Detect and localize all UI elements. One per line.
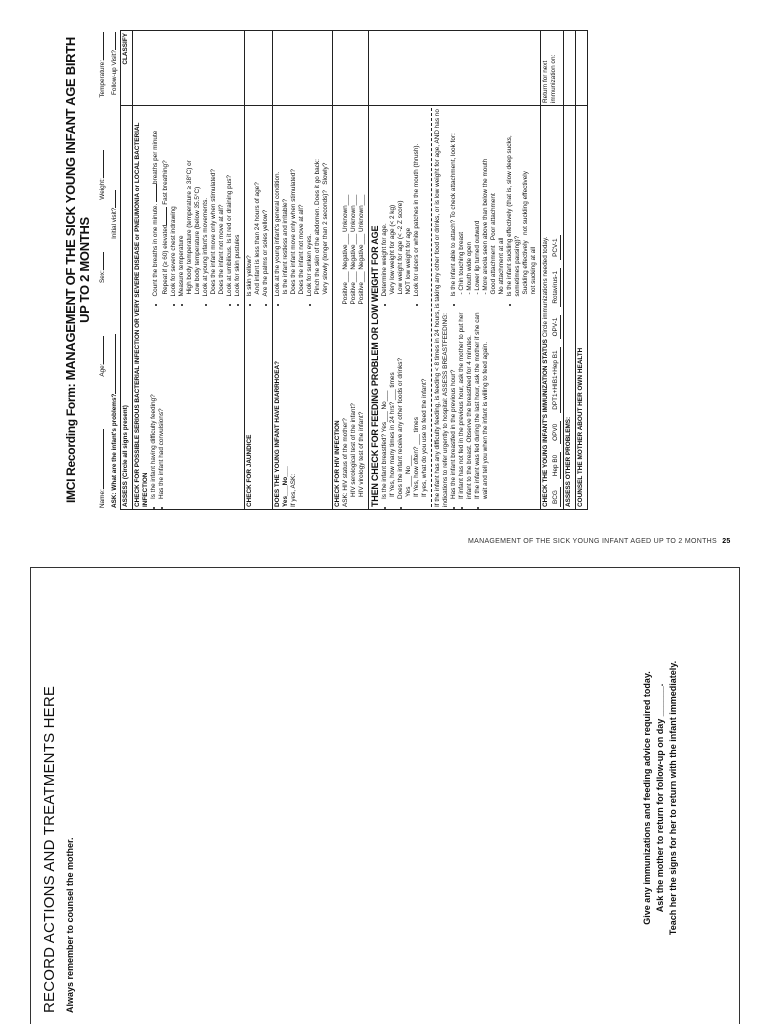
jaundice-classify-cell[interactable]	[244, 31, 272, 106]
bact-bpm: breaths per minute	[152, 130, 160, 184]
followup-visit-field[interactable]	[109, 32, 116, 50]
vaccine-opv1[interactable]: OPV-1	[552, 315, 561, 340]
immunization-heading: CHECK THE YOUNG INFANT'S IMMUNIZATION STATUS	[542, 339, 550, 507]
bf-areola: More areola seen above than below the mouth	[482, 158, 490, 291]
bact-repeat: Repeat if (≥ 60) elevated	[162, 224, 170, 295]
bf-good-attach[interactable]: Good attachment	[490, 245, 498, 295]
immunization-hint: Circle immunizations needed today.	[542, 236, 550, 338]
weight-label: Weight:	[98, 178, 106, 200]
bact-high-temp: High body temperature (temperature ≥ 38°C) or	[186, 160, 194, 295]
feed-very-low: Very low weight for age (< 2 kg)	[389, 204, 397, 295]
bact-pustules: • Look for skin pustules	[234, 108, 242, 297]
vaccine-list	[552, 108, 561, 507]
diarrhoea-general: • Look at the young infant's general condition.	[274, 108, 282, 297]
temperature-field[interactable]	[97, 32, 104, 60]
vaccine-opv0[interactable]: OPV0	[552, 421, 561, 444]
bact-movements: • Look at young infant's movements.	[202, 108, 210, 297]
jaundice-palms: • Are the palms or soles yellow?	[262, 108, 270, 297]
feeding-section: THEN CHECK FOR FEEDING PROBLEM OR LOW WEIGHT FOR AGE • Is the infant breastfed? Yes___ No___ If Yes, how many times in 24 hrs? ___ times • Does the infant receive any other foods or drinks? Yes___ No___ If Yes, how often? ___ times If yes, what do you use to feed the infant? • Determine weight for age. Very low weight for age (< 2 kg) Low weight for age (< -2 Z score) NOT low weight for age • Look for ulcers or white patches in the mouth (thrush). If the infant has any difficulty feeding, is feeding < 8 times in 24 hours, is taking any other food or drinks, or is low weight for age, AND has no indications to refer urgently to hospital: ASSESS BREASTFEEDING: • Has the infant breastfed in the previous hour? • If infant has not fed in the previous hour, ask the mother to put her infant to the breast. Observe the breastfeed for 4 minutes. • If the infant was fed during the last hour, ask the mother if she can wait and tell you when the infant is willing to feed again. • Is the infant able to attach? To check attachment, look for: - Chin touching breast - Mouth wide open - Lower lip turned outward - More areola seen above than below the mouth Good attachment Poor attachment No attachment at all • Is the infant suckling effectively (that is, slow deep sucks, sometimes pausing)? Suckling effectively not suckling effectively not sucking at all	[368, 31, 540, 510]
record-line-signs: Teach her the signs for her to return with the infant immediately.	[668, 660, 679, 936]
diarrhoea-if-yes: If yes, ASK:	[290, 473, 298, 507]
jaundice-age: And infant is less than 24 hours of age?	[254, 182, 262, 295]
feed-breastfed: • Is the infant breastfed? Yes___ No___	[381, 311, 389, 500]
assess-header: ASSESS (Circle all signs present)	[120, 106, 132, 510]
hiv-virology: HIV virology test of the infant?	[358, 411, 366, 497]
bact-measure-temp: • Measure temperature	[178, 108, 186, 297]
footer-text: MANAGEMENT OF THE SICK YOUNG INFANT AGED UP TO 2 MONTHS	[468, 538, 717, 545]
diarrhoea-heading: DOES THE YOUNG INFANT HAVE DIARRHOEA?	[274, 360, 282, 507]
age-label: Age:	[98, 363, 106, 377]
jaundice-heading: CHECK FOR JAUNDICE	[246, 434, 254, 507]
hiv-heading: CHECK FOR HIV INFECTION	[334, 420, 342, 507]
form-title-main: MANAGEMENT OF THE SICK YOUNG INFANT AGE BIRTH UP TO 2 MONTHS	[63, 37, 93, 381]
bf-lip: Lower lip turned outward	[474, 220, 482, 291]
hiv-positive-3[interactable]: Positive	[358, 282, 366, 305]
bact-move-stimulated: Does the infant move only when stimulated?	[210, 169, 218, 295]
counsel-cell[interactable]	[575, 31, 587, 106]
breaths-field[interactable]	[150, 184, 157, 202]
assessment-table	[120, 30, 588, 510]
bf-attach: • Is the infant able to attach? To check attachment, look for:	[450, 108, 458, 297]
sex-label: Sex:	[98, 270, 106, 284]
feeding-heading: THEN CHECK FOR FEEDING PROBLEM OR LOW WEIGHT FOR AGE	[370, 225, 381, 507]
bf-no-attach[interactable]: No attachment at all	[498, 237, 506, 295]
other-problems-cell[interactable]	[563, 31, 575, 106]
hiv-negative-2[interactable]: Negative	[350, 244, 358, 270]
initial-visit-label: Initial visit?	[110, 207, 118, 239]
problems-field[interactable]	[109, 334, 116, 394]
feeding-rule: If the infant has any difficulty feeding, is feeding < 8 times in 24 hours, is taking any other food or drinks, or is low weight for age, AND has no indications to refer urgently to hospital: ASSESS BREASTFEEDING:	[434, 109, 450, 507]
record-instructions	[641, 583, 680, 1013]
name-field[interactable]	[97, 429, 104, 489]
hiv-positive-1[interactable]: Positive	[342, 282, 350, 305]
imci-recording-form	[60, 30, 730, 510]
followup-visit-label: Follow-up Visit?	[110, 50, 118, 96]
diarrhoea-slowly: Slowly?	[322, 162, 330, 185]
bf-suckling-eff[interactable]: Suckling effectively	[522, 240, 530, 295]
vaccine-bcg[interactable]: BCG	[552, 487, 561, 507]
diarrhoea-section	[272, 31, 332, 510]
vaccine-rotavirus1[interactable]: Rotavirus-1	[552, 268, 561, 307]
record-subtitle: Always remember to counsel the mother.	[65, 837, 75, 1013]
problems-row	[108, 30, 120, 510]
bf-chin: Chin touching breast	[458, 231, 466, 291]
bf-suckling-q: • Is the infant suckling effectively (that is, slow deep sucks, sometimes pausing)?	[506, 108, 522, 297]
hiv-section: CHECK FOR HIV INFECTION ASK: HIV status of the mother? HIV serological test of the infant? HIV virology test of the infant? Positive___ Negative___ Unknown___ Positive___ Negative___ Unknown___ Positive___ Negative___ Unknown___	[332, 31, 368, 510]
feeding-divider	[431, 108, 432, 507]
feed-other: • Does the infant receive any other foods or drinks?	[397, 311, 405, 500]
hiv-unknown-2[interactable]: Unknown	[350, 205, 358, 232]
bact-fast: Fast breathing?	[162, 160, 170, 205]
bact-umbilicus: • Look at umbilicus. Is it red or draining pus?	[226, 108, 234, 297]
diarrhoea-eyes: • Look for sunken eyes.	[306, 108, 314, 297]
weight-field[interactable]	[97, 150, 104, 178]
record-actions-content	[41, 583, 721, 1013]
bact-low-temp: Low body temperature (below 35.5°C)	[194, 186, 202, 295]
feed-not-low: NOT low weight for age	[405, 227, 413, 295]
record-line-followup: Ask the mother to return for follow-up on day ______.	[655, 683, 666, 913]
jaundice-section	[244, 31, 272, 510]
repeat-field[interactable]	[160, 207, 167, 225]
bf-previous-hour: • Has the infant breastfed in the previous hour?	[450, 311, 458, 500]
diarrhoea-very-slowly: Very slowly (longer than 2 seconds)?	[322, 190, 330, 295]
page-footer	[468, 538, 731, 545]
bact-count: Count the breaths in one minute.	[152, 203, 160, 297]
bact-q-convulsions: • Has the infant had convulsions?	[158, 311, 166, 500]
counsel-heading: COUNSEL THE MOTHER ABOUT HER OWN HEALTH	[575, 106, 587, 510]
diarrhoea-classify-cell[interactable]	[272, 31, 332, 106]
hiv-mother: ASK: HIV status of the mother?	[342, 418, 350, 507]
diarrhoea-restless: Is the infant restless and irritable?	[282, 198, 290, 295]
feed-what-use: If yes, what do you use to feed the infant?	[421, 378, 429, 497]
bf-mouth: Mouth wide open	[466, 241, 474, 291]
counsel-section	[575, 31, 587, 510]
patient-info-row	[96, 30, 108, 510]
classify-header: CLASSIFY	[120, 31, 132, 106]
page-number: 25	[722, 538, 731, 545]
hiv-negative-3[interactable]: Negative	[358, 244, 366, 270]
bacterial-heading: CHECK FOR POSSIBLE SERIOUS BACTERIAL INFECTION OR VERY SEVERE DISEASE or PNEUMONIA or LOCAL BACTERIAL INFECTION	[134, 122, 150, 507]
diarrhoea-pinch: Pinch the skin of the abdomen. Does it go back:	[314, 159, 322, 295]
record-actions-box[interactable]	[30, 567, 740, 1024]
other-problems-section	[563, 31, 575, 510]
bf-was-fed: • If the infant was fed during the last hour, ask the mother if she can wait and tell you when the infant is willing to feed again.	[474, 311, 490, 500]
feed-how-often: If Yes, how often? ___ times	[413, 417, 421, 497]
name-label: Name:	[98, 489, 106, 508]
hiv-unknown-1[interactable]: Unknown	[342, 205, 350, 232]
form-title-lead: IMCI Recording Form:	[64, 383, 78, 503]
other-problems-heading: ASSESS OTHER PROBLEMS:	[563, 106, 575, 510]
temperature-label: Temperature:	[98, 60, 106, 98]
bf-not-fed: • If infant has not fed in the previous hour, ask the mother to put her infant to the breast. Observe the breastfeed for 4 minutes.	[458, 311, 474, 500]
feed-low: Low weight for age (< -2 Z score)	[397, 200, 405, 295]
age-field[interactable]	[97, 336, 104, 364]
vaccine-pcv1[interactable]: PCV-1	[552, 235, 561, 259]
hiv-negative-1[interactable]: Negative	[342, 244, 350, 270]
bacterial-section	[132, 31, 244, 510]
hiv-positive-2[interactable]: Positive	[350, 282, 358, 305]
bf-not-sucking[interactable]: not sucking at all	[530, 246, 538, 295]
hiv-unknown-3[interactable]: Unknown	[358, 205, 366, 232]
initial-visit-field[interactable]	[109, 190, 116, 208]
record-line-immunizations: Give any immunizations and feeding advice required today.	[642, 671, 652, 925]
diarrhoea-stimulated: Does the infant move only when stimulated?	[290, 169, 298, 295]
sex-field[interactable]	[97, 252, 104, 270]
immunization-section	[540, 31, 563, 510]
return-next-cell[interactable]: Return for next immunization on:	[540, 31, 563, 106]
diarrhoea-yes-no[interactable]: Yes___No___	[282, 466, 290, 507]
feed-times: If Yes, how many times in 24 hrs? ___ times	[389, 372, 397, 497]
bf-poor-attach[interactable]: Poor attachment	[490, 193, 498, 241]
bf-not-suckling[interactable]: not suckling effectively	[522, 171, 530, 235]
bact-no-move: Does the infant not move at all?	[218, 204, 226, 295]
form-title	[60, 30, 96, 510]
feed-thrush: • Look for ulcers or white patches in the mouth (thrush).	[413, 108, 421, 297]
record-title: RECORD ACTIONS AND TREATMENTS HERE	[41, 685, 58, 1013]
bacterial-classify-cell[interactable]	[132, 31, 244, 106]
vaccine-hepb0[interactable]: Hep B0	[552, 452, 561, 479]
hiv-serological: HIV serological test of the infant?	[350, 403, 358, 497]
jaundice-skin: • Is skin yellow?	[246, 108, 254, 297]
ask-problems-label: ASK: What are the infant's problems?	[110, 393, 118, 508]
bact-chest-indrawing: • Look for severe chest indrawing	[170, 108, 178, 297]
hiv-classify-cell[interactable]	[332, 31, 368, 106]
vaccine-dpt1[interactable]: DPT1+HIB1+Hep B1	[552, 347, 561, 412]
feed-yes-no: Yes___ No___	[405, 455, 413, 497]
diarrhoea-no-move: Does the infant not move at all?	[298, 204, 306, 295]
bact-q-feeding: • Is the infant having difficulty feeding?	[150, 311, 158, 500]
feeding-classify-cell[interactable]	[368, 31, 540, 106]
feed-weight-age: • Determine weight for age.	[381, 108, 389, 297]
